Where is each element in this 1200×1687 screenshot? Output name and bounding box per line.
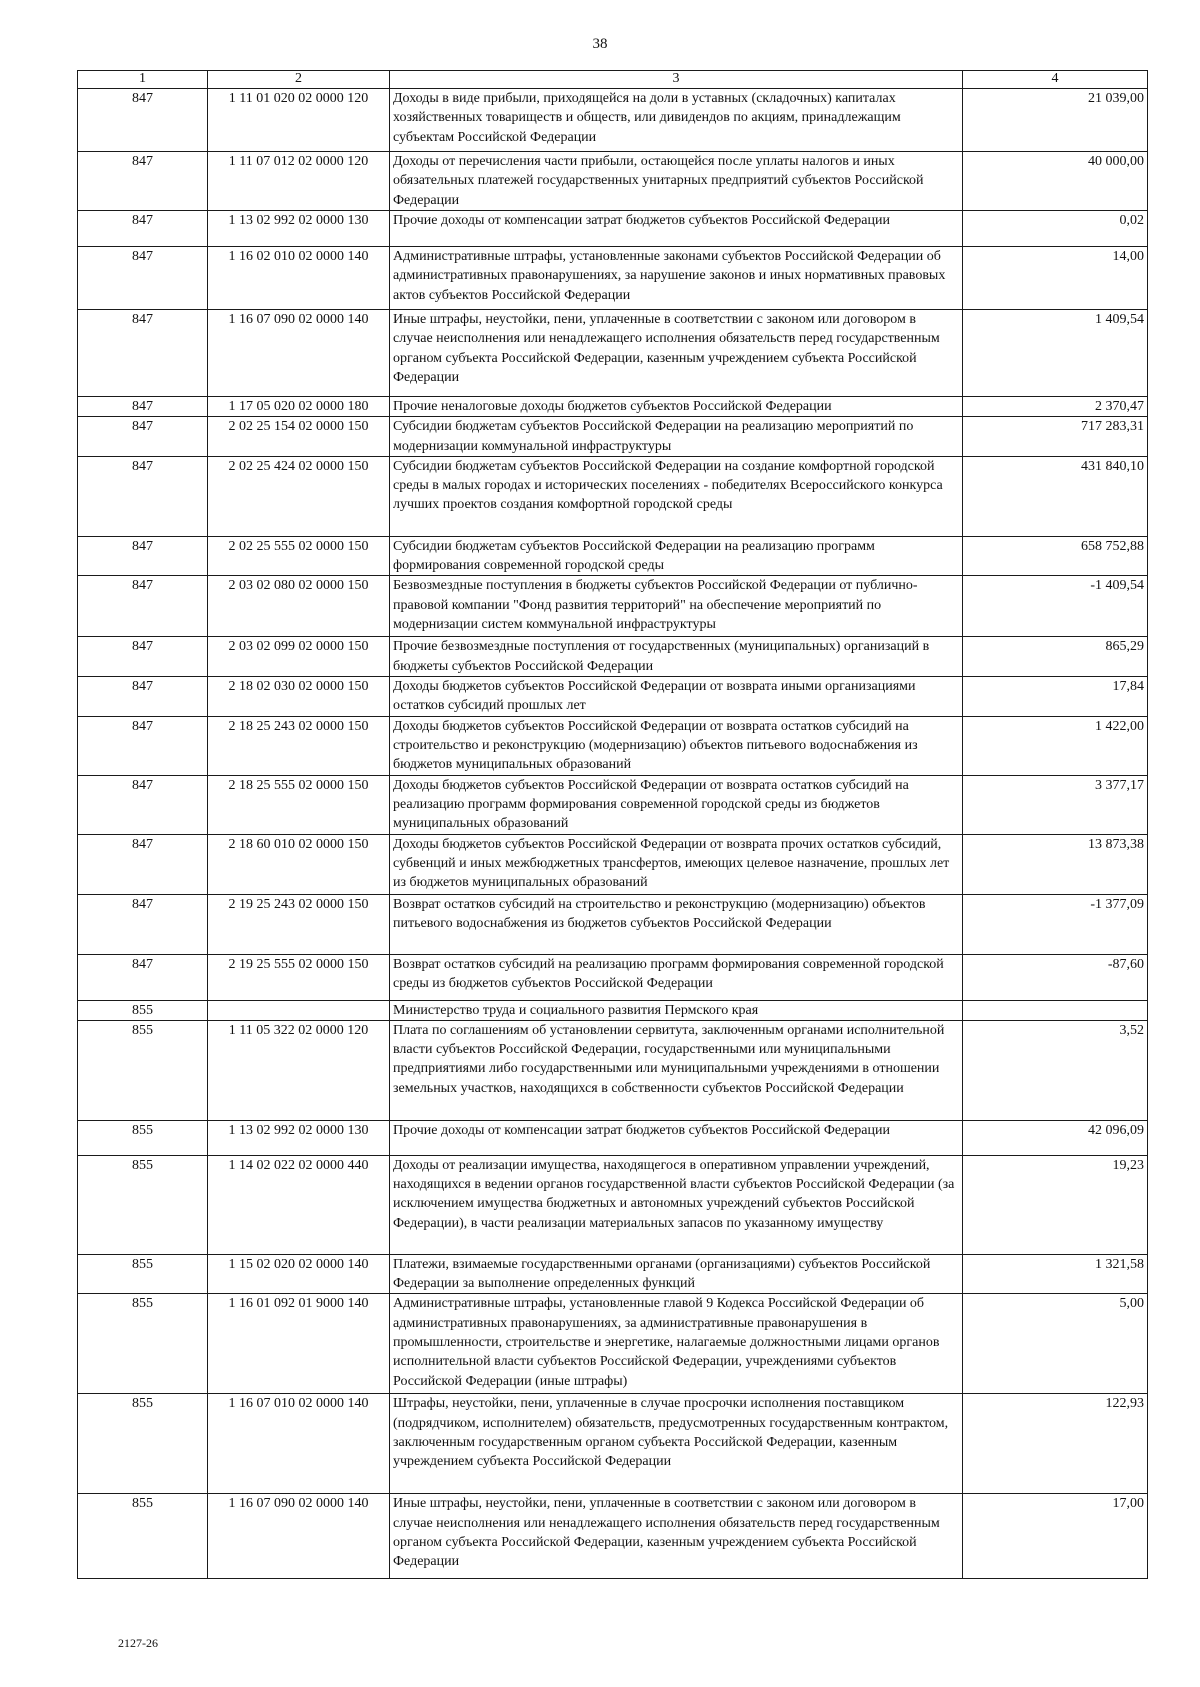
cell-kbk: 2 02 25 555 02 0000 150 xyxy=(208,536,390,576)
column-header-2: 2 xyxy=(208,71,390,89)
table-row xyxy=(78,536,1148,576)
table-row xyxy=(78,576,1148,637)
cell-code: 855 xyxy=(78,1120,208,1155)
table-row xyxy=(78,894,1148,954)
table-row xyxy=(78,1494,1148,1579)
revenue-table xyxy=(77,70,1148,1579)
cell-name: Субсидии бюджетам субъектов Российской Федерации на создание комфортной городской среды в малых городах и исторических поселениях - победителях Всероссийского конкурса лучших проектов создания комфортной городской среды xyxy=(390,456,963,536)
table-row xyxy=(78,1020,1148,1120)
table-row xyxy=(78,1394,1148,1494)
cell-code: 847 xyxy=(78,152,208,211)
cell-kbk: 1 17 05 020 02 0000 180 xyxy=(208,397,390,417)
table-row xyxy=(78,1155,1148,1254)
column-header-1: 1 xyxy=(78,71,208,89)
cell-amount: 658 752,88 xyxy=(963,536,1148,576)
cell-kbk: 2 18 25 243 02 0000 150 xyxy=(208,716,390,775)
cell-amount: 42 096,09 xyxy=(963,1120,1148,1155)
cell-code: 847 xyxy=(78,637,208,677)
cell-code: 847 xyxy=(78,536,208,576)
cell-name: Прочие безвозмездные поступления от государственных (муниципальных) организаций в бюджеты субъектов Российской Федерации xyxy=(390,637,963,677)
cell-code: 855 xyxy=(78,1155,208,1254)
cell-kbk: 2 18 60 010 02 0000 150 xyxy=(208,834,390,894)
cell-code: 847 xyxy=(78,576,208,637)
cell-amount: 2 370,47 xyxy=(963,397,1148,417)
cell-code: 847 xyxy=(78,775,208,834)
cell-code: 847 xyxy=(78,677,208,717)
cell-name: Платежи, взимаемые государственными органами (организациями) субъектов Российской Федерации за выполнение определенных функций xyxy=(390,1254,963,1294)
cell-amount: 14,00 xyxy=(963,247,1148,310)
cell-name: Иные штрафы, неустойки, пени, уплаченные в соответствии с законом или договором в случае неисполнения или ненадлежащего исполнения обязательств перед государственным органом субъекта Российской Федерации, казенным учреждением субъекта Российской Федерации xyxy=(390,310,963,397)
cell-name: Возврат остатков субсидий на реализацию программ формирования современной городской среды из бюджетов субъектов Российской Федерации xyxy=(390,954,963,1000)
cell-name: Административные штрафы, установленные главой 9 Кодекса Российской Федерации об административных правонарушениях, за административные правонарушения в промышленности, строительстве и энергетике, налагаемые должностными лицами органов исполнительной власти субъектов Российской Федерации, учреждениями субъектов Российской Федерации (иные штрафы) xyxy=(390,1294,963,1394)
cell-amount: 122,93 xyxy=(963,1394,1148,1494)
cell-kbk: 1 11 05 322 02 0000 120 xyxy=(208,1020,390,1120)
table-row xyxy=(78,1000,1148,1020)
table-row xyxy=(78,775,1148,834)
cell-kbk: 1 16 07 010 02 0000 140 xyxy=(208,1394,390,1494)
cell-name: Доходы бюджетов субъектов Российской Федерации от возврата остатков субсидий на реализацию программ формирования современной городской среды из бюджетов муниципальных образований xyxy=(390,775,963,834)
cell-amount: 717 283,31 xyxy=(963,417,1148,457)
cell-kbk: 2 18 02 030 02 0000 150 xyxy=(208,677,390,717)
cell-amount: 865,29 xyxy=(963,637,1148,677)
cell-kbk: 1 15 02 020 02 0000 140 xyxy=(208,1254,390,1294)
cell-kbk: 2 02 25 424 02 0000 150 xyxy=(208,456,390,536)
cell-code: 847 xyxy=(78,456,208,536)
table-row xyxy=(78,89,1148,152)
cell-kbk: 1 13 02 992 02 0000 130 xyxy=(208,1120,390,1155)
table-row xyxy=(78,152,1148,211)
cell-code: 855 xyxy=(78,1294,208,1394)
cell-code: 847 xyxy=(78,247,208,310)
cell-kbk xyxy=(208,1000,390,1020)
table-row xyxy=(78,211,1148,247)
cell-amount: 1 422,00 xyxy=(963,716,1148,775)
cell-amount: 5,00 xyxy=(963,1294,1148,1394)
footer-code: 2127-26 xyxy=(118,1636,158,1650)
cell-amount: 13 873,38 xyxy=(963,834,1148,894)
cell-code: 855 xyxy=(78,1254,208,1294)
cell-code: 847 xyxy=(78,894,208,954)
cell-code: 855 xyxy=(78,1394,208,1494)
column-header-3: 3 xyxy=(390,71,963,89)
cell-code: 847 xyxy=(78,397,208,417)
cell-kbk: 1 13 02 992 02 0000 130 xyxy=(208,211,390,247)
cell-amount: 40 000,00 xyxy=(963,152,1148,211)
cell-code: 855 xyxy=(78,1000,208,1020)
cell-kbk: 2 19 25 243 02 0000 150 xyxy=(208,894,390,954)
cell-code: 855 xyxy=(78,1020,208,1120)
cell-name: Доходы бюджетов субъектов Российской Федерации от возврата иными организациями остатков субсидий прошлых лет xyxy=(390,677,963,717)
table-row xyxy=(78,1254,1148,1294)
cell-name: Штрафы, неустойки, пени, уплаченные в случае просрочки исполнения поставщиком (подрядчиком, исполнителем) обязательств, предусмотренных государственным контрактом, заключенным государственным органом субъекта Российской Федерации, казенным учреждением субъекта Российской Федерации xyxy=(390,1394,963,1494)
cell-amount: 0,02 xyxy=(963,211,1148,247)
table-row xyxy=(78,834,1148,894)
cell-kbk: 1 16 01 092 01 9000 140 xyxy=(208,1294,390,1394)
page-number: 38 xyxy=(592,36,608,52)
cell-name: Доходы от реализации имущества, находящегося в оперативном управлении учреждений, находящихся в ведении органов государственной власти субъектов Российской Федерации (за исключением имущества бюджетных и автономных учреждений субъектов Российской Федерации), в части реализации материальных запасов по указанному имуществу xyxy=(390,1155,963,1254)
cell-name: Министерство труда и социального развития Пермского края xyxy=(390,1000,963,1020)
cell-name: Субсидии бюджетам субъектов Российской Федерации на реализацию программ формирования современной городской среды xyxy=(390,536,963,576)
cell-kbk: 1 11 07 012 02 0000 120 xyxy=(208,152,390,211)
cell-kbk: 1 16 07 090 02 0000 140 xyxy=(208,310,390,397)
cell-code: 847 xyxy=(78,310,208,397)
table-header-row xyxy=(78,71,1148,89)
cell-amount: 431 840,10 xyxy=(963,456,1148,536)
cell-code: 847 xyxy=(78,211,208,247)
table-row xyxy=(78,456,1148,536)
cell-name: Безвозмездные поступления в бюджеты субъектов Российской Федерации от публично-правовой компании "Фонд развития территорий" на обеспечение мероприятий по модернизации систем коммунальной инфраструктуры xyxy=(390,576,963,637)
table-row xyxy=(78,954,1148,1000)
cell-kbk: 2 02 25 154 02 0000 150 xyxy=(208,417,390,457)
cell-name: Административные штрафы, установленные законами субъектов Российской Федерации об административных правонарушениях, за нарушение законов и иных нормативных правовых актов субъектов Российской Федерации xyxy=(390,247,963,310)
cell-kbk: 2 03 02 099 02 0000 150 xyxy=(208,637,390,677)
cell-amount: 3 377,17 xyxy=(963,775,1148,834)
cell-code: 847 xyxy=(78,89,208,152)
cell-kbk: 1 16 07 090 02 0000 140 xyxy=(208,1494,390,1579)
cell-kbk: 2 19 25 555 02 0000 150 xyxy=(208,954,390,1000)
cell-name: Субсидии бюджетам субъектов Российской Федерации на реализацию мероприятий по модернизации коммунальной инфраструктуры xyxy=(390,417,963,457)
table-row xyxy=(78,247,1148,310)
cell-code: 847 xyxy=(78,954,208,1000)
table-row xyxy=(78,637,1148,677)
cell-amount: 1 321,58 xyxy=(963,1254,1148,1294)
cell-code: 855 xyxy=(78,1494,208,1579)
cell-name: Доходы в виде прибыли, приходящейся на доли в уставных (складочных) капиталах хозяйственных товариществ и обществ, или дивидендов по акциям, принадлежащим субъектам Российской Федерации xyxy=(390,89,963,152)
cell-kbk: 2 18 25 555 02 0000 150 xyxy=(208,775,390,834)
cell-name: Плата по соглашениям об установлении сервитута, заключенным органами исполнительной власти субъектов Российской Федерации, государственными или муниципальными предприятиями либо государственными или муниципальными учреждениями в отношении земельных участков, находящихся в собственности субъектов Российской Федерации xyxy=(390,1020,963,1120)
cell-amount: 3,52 xyxy=(963,1020,1148,1120)
cell-kbk: 1 11 01 020 02 0000 120 xyxy=(208,89,390,152)
cell-amount: 1 409,54 xyxy=(963,310,1148,397)
table-body xyxy=(78,89,1148,1579)
cell-name: Доходы бюджетов субъектов Российской Федерации от возврата остатков субсидий на строительство и реконструкцию (модернизацию) объектов питьевого водоснабжения из бюджетов муниципальных образований xyxy=(390,716,963,775)
table-row xyxy=(78,677,1148,717)
cell-code: 847 xyxy=(78,716,208,775)
cell-name: Прочие доходы от компенсации затрат бюджетов субъектов Российской Федерации xyxy=(390,211,963,247)
column-header-4: 4 xyxy=(963,71,1148,89)
cell-amount: 19,23 xyxy=(963,1155,1148,1254)
table-row xyxy=(78,1294,1148,1394)
cell-name: Возврат остатков субсидий на строительство и реконструкцию (модернизацию) объектов питьевого водоснабжения из бюджетов субъектов Российской Федерации xyxy=(390,894,963,954)
table-row xyxy=(78,716,1148,775)
cell-name: Прочие доходы от компенсации затрат бюджетов субъектов Российской Федерации xyxy=(390,1120,963,1155)
table-row xyxy=(78,1120,1148,1155)
cell-kbk: 1 16 02 010 02 0000 140 xyxy=(208,247,390,310)
cell-name: Иные штрафы, неустойки, пени, уплаченные в соответствии с законом или договором в случае неисполнения или ненадлежащего исполнения обязательств перед государственным органом субъекта Российской Федерации, казенным учреждением субъекта Российской Федерации xyxy=(390,1494,963,1579)
cell-kbk: 1 14 02 022 02 0000 440 xyxy=(208,1155,390,1254)
cell-amount: -1 377,09 xyxy=(963,894,1148,954)
cell-name: Прочие неналоговые доходы бюджетов субъектов Российской Федерации xyxy=(390,397,963,417)
cell-name: Доходы от перечисления части прибыли, остающейся после уплаты налогов и иных обязательных платежей государственных унитарных предприятий субъектов Российской Федерации xyxy=(390,152,963,211)
cell-amount: 17,84 xyxy=(963,677,1148,717)
cell-code: 847 xyxy=(78,417,208,457)
cell-amount: -87,60 xyxy=(963,954,1148,1000)
cell-code: 847 xyxy=(78,834,208,894)
cell-amount: 21 039,00 xyxy=(963,89,1148,152)
cell-amount: -1 409,54 xyxy=(963,576,1148,637)
table-row xyxy=(78,397,1148,417)
table-row xyxy=(78,310,1148,397)
cell-amount xyxy=(963,1000,1148,1020)
cell-kbk: 2 03 02 080 02 0000 150 xyxy=(208,576,390,637)
cell-amount: 17,00 xyxy=(963,1494,1148,1579)
table-row xyxy=(78,417,1148,457)
cell-name: Доходы бюджетов субъектов Российской Федерации от возврата прочих остатков субсидий, субвенций и иных межбюджетных трансфертов, имеющих целевое назначение, прошлых лет из бюджетов муниципальных образований xyxy=(390,834,963,894)
